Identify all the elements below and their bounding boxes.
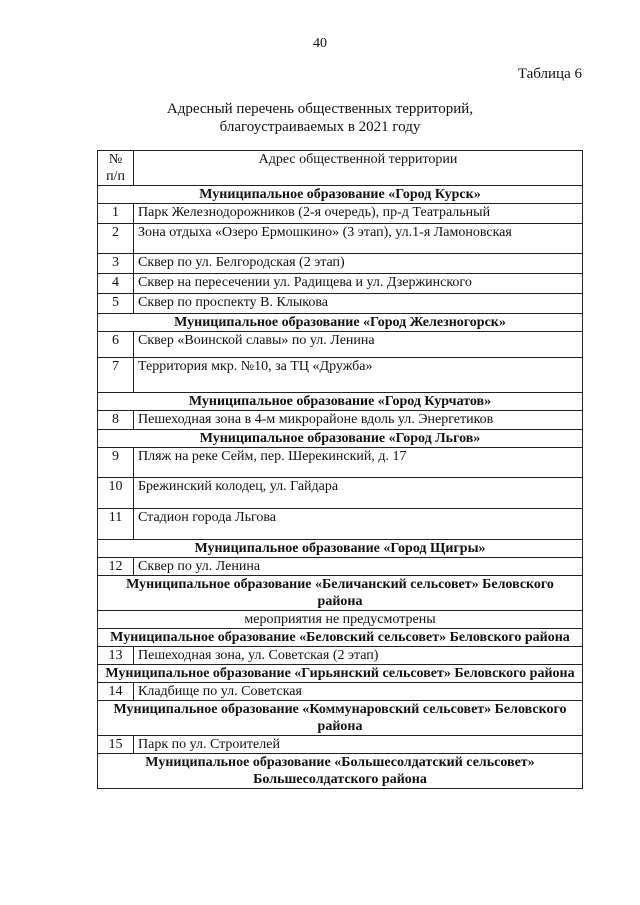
section-heading: Муниципальное образование «Город Щигры» xyxy=(98,540,583,558)
table-row xyxy=(98,204,583,224)
row-number: 10 xyxy=(98,478,134,509)
row-address: Пляж на реке Сейм, пер. Шерекинский, д. 17 xyxy=(134,448,583,478)
table-row xyxy=(98,478,583,509)
table-row xyxy=(98,358,583,393)
section-row xyxy=(98,754,583,789)
table-row xyxy=(98,274,583,294)
row-address: Сквер по ул. Белгородская (2 этап) xyxy=(134,254,583,274)
section-row xyxy=(98,576,583,611)
title-line-1: Адресный перечень общественных территорий, xyxy=(166,101,474,117)
territories-table xyxy=(97,150,583,789)
document-title xyxy=(0,100,640,136)
note-text: мероприятия не предусмотрены xyxy=(98,611,583,629)
row-number: 6 xyxy=(98,332,134,358)
section-heading: Муниципальное образование «Большесолдатский сельсовет» Большесолдатского района xyxy=(98,754,583,789)
section-row xyxy=(98,701,583,736)
section-row xyxy=(98,665,583,683)
table-row xyxy=(98,509,583,540)
section-heading: Муниципальное образование «Беличанский сельсовет» Беловского района xyxy=(98,576,583,611)
row-address: Сквер «Воинской славы» по ул. Ленина xyxy=(134,332,583,358)
section-row xyxy=(98,393,583,411)
section-row xyxy=(98,540,583,558)
section-heading: Муниципальное образование «Гирьянский сельсовет» Беловского района xyxy=(98,665,583,683)
row-number: 8 xyxy=(98,411,134,430)
row-address: Сквер на пересечении ул. Радищева и ул. Дзержинского xyxy=(134,274,583,294)
table-row xyxy=(98,224,583,254)
row-number: 4 xyxy=(98,274,134,294)
section-row xyxy=(98,314,583,332)
header-address: Адрес общественной территории xyxy=(134,151,583,186)
row-address: Кладбище по ул. Советская xyxy=(134,683,583,701)
table-row xyxy=(98,558,583,576)
row-address: Парк Железнодорожников (2-я очередь), пр-д Театральный xyxy=(134,204,583,224)
table-header-row xyxy=(98,151,583,186)
section-heading: Муниципальное образование «Город Льгов» xyxy=(98,430,583,448)
row-address: Стадион города Льгова xyxy=(134,509,583,540)
section-heading: Муниципальное образование «Беловский сельсовет» Беловского района xyxy=(98,629,583,647)
row-number: 14 xyxy=(98,683,134,701)
section-row xyxy=(98,186,583,204)
row-address: Пешеходная зона, ул. Советская (2 этап) xyxy=(134,647,583,665)
row-address: Сквер по ул. Ленина xyxy=(134,558,583,576)
section-heading: Муниципальное образование «Город Железногорск» xyxy=(98,314,583,332)
section-heading: Муниципальное образование «Город Курчатов» xyxy=(98,393,583,411)
section-row xyxy=(98,430,583,448)
header-number-text: № п/п xyxy=(106,152,125,184)
row-address: Парк по ул. Строителей xyxy=(134,736,583,754)
table-row xyxy=(98,254,583,274)
row-address: Пешеходная зона в 4-м микрорайоне вдоль ул. Энергетиков xyxy=(134,411,583,430)
note-row xyxy=(98,611,583,629)
table-label: Таблица 6 xyxy=(517,66,582,82)
page-number: 40 xyxy=(313,36,327,51)
row-number: 7 xyxy=(98,358,134,393)
section-row xyxy=(98,629,583,647)
table-row xyxy=(98,294,583,314)
section-heading: Муниципальное образование «Город Курск» xyxy=(98,186,583,204)
table-row xyxy=(98,332,583,358)
title-line-2: благоустраиваемых в 2021 году xyxy=(219,119,421,135)
row-number: 2 xyxy=(98,224,134,254)
row-number: 1 xyxy=(98,204,134,224)
row-address: Брежинский колодец, ул. Гайдара xyxy=(134,478,583,509)
row-address: Сквер по проспекту В. Клыкова xyxy=(134,294,583,314)
row-number: 13 xyxy=(98,647,134,665)
table-row xyxy=(98,647,583,665)
row-number: 15 xyxy=(98,736,134,754)
table-row xyxy=(98,683,583,701)
row-number: 3 xyxy=(98,254,134,274)
row-number: 11 xyxy=(98,509,134,540)
table-row xyxy=(98,411,583,430)
table-row xyxy=(98,448,583,478)
row-number: 9 xyxy=(98,448,134,478)
row-address: Зона отдыха «Озеро Ермошкино» (3 этап), ул.1-я Ламоновская xyxy=(134,224,583,254)
row-number: 12 xyxy=(98,558,134,576)
row-number: 5 xyxy=(98,294,134,314)
table-row xyxy=(98,736,583,754)
table-body xyxy=(98,186,583,789)
row-address: Территория мкр. №10, за ТЦ «Дружба» xyxy=(134,358,583,393)
header-number xyxy=(98,151,134,186)
section-heading: Муниципальное образование «Коммунаровский сельсовет» Беловского района xyxy=(98,701,583,736)
